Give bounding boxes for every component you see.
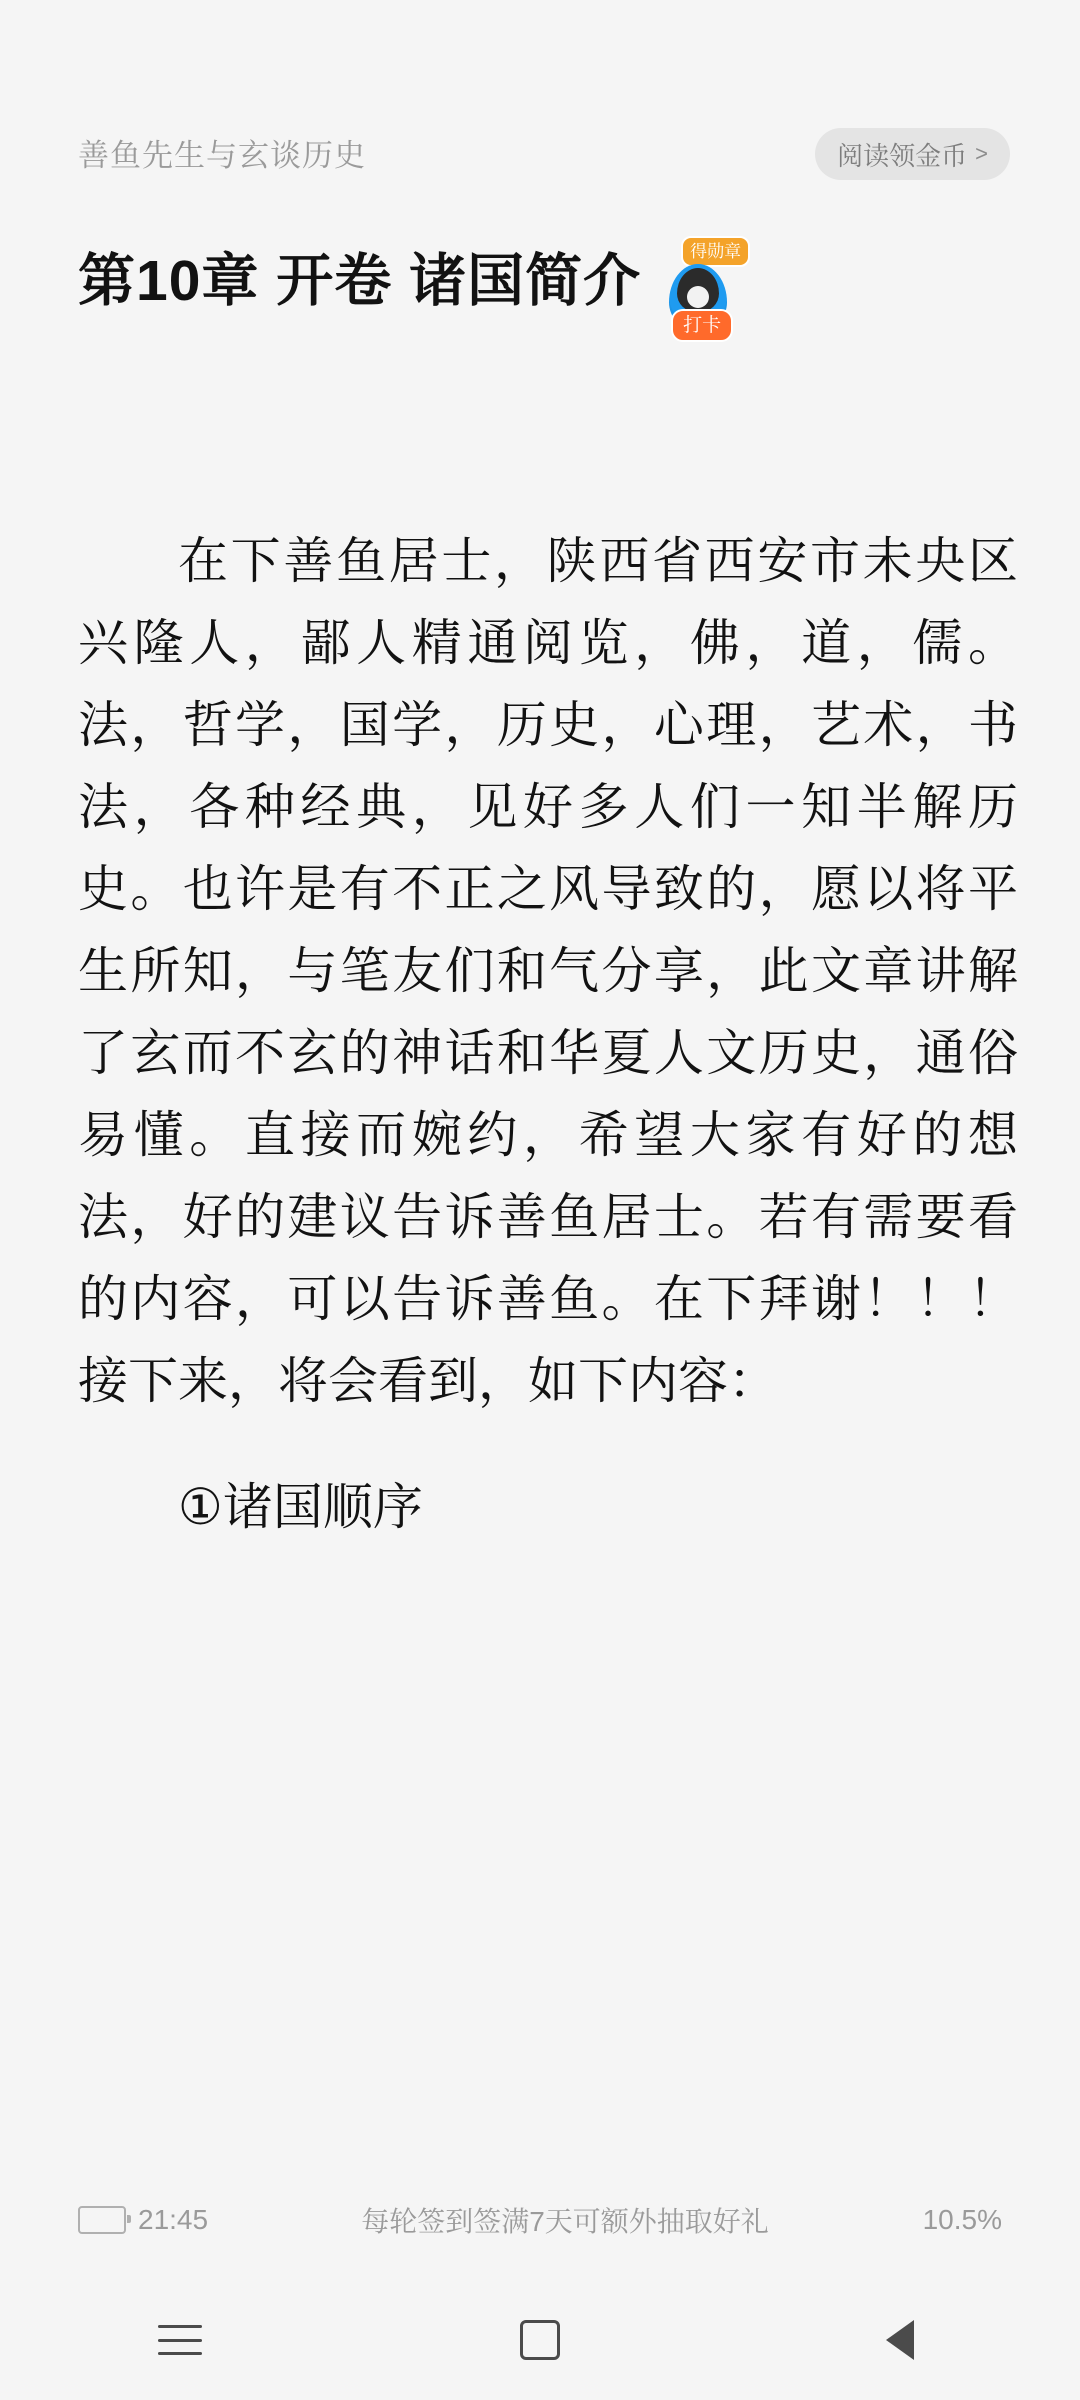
checkin-badge-group[interactable] bbox=[655, 242, 742, 340]
promo-tip[interactable]: 每轮签到签满7天可额外抽取好礼 bbox=[361, 2206, 769, 2237]
reader-footer bbox=[0, 2190, 1080, 2250]
top-bar bbox=[0, 0, 1080, 118]
menu-icon bbox=[158, 2325, 202, 2355]
paragraph: ①诸国顺序 bbox=[178, 1479, 423, 1535]
system-navigation-bar bbox=[0, 2280, 1080, 2400]
chapter-header bbox=[78, 242, 1020, 340]
paragraph: 在下善鱼居士，陕西省西安市未央区兴隆人，鄙人精通阅览，佛，道，儒。法，哲学，国学，历史，心理，艺术，书法，各种经典，见好多人们一知半解历史。也许是有不正之风导致的，愿以将平生所知，与笔友们和气分享，此文章讲解了玄而不玄的神话和华夏人文历史，通俗易懂。直接而婉约，希望大家有好的想法，好的建议告诉善鱼居士。若有需要看的内容，可以告诉善鱼。在下拜谢！！！接下来，将会看到，如下内容： bbox=[78, 533, 1018, 1409]
reading-progress: 10.5% bbox=[922, 2204, 1002, 2235]
book-title: 善鱼先生与玄谈历史 bbox=[78, 138, 366, 173]
home-button[interactable] bbox=[480, 2300, 600, 2380]
page-title: 第10章 开卷 诸国简介 bbox=[78, 249, 642, 313]
back-icon bbox=[886, 2320, 914, 2360]
read-for-coins-button[interactable] bbox=[815, 128, 1010, 180]
battery-icon bbox=[78, 2206, 126, 2234]
medal-badge-label: 得勋章 bbox=[681, 236, 750, 267]
back-button[interactable] bbox=[840, 2300, 960, 2380]
status-group bbox=[78, 2204, 308, 2236]
chevron-right-icon: > bbox=[975, 141, 988, 166]
read-for-coins-label: 阅读领金币 bbox=[837, 140, 968, 171]
clock-label: 21:45 bbox=[138, 2204, 209, 2235]
checkin-badge-label: 打卡 bbox=[671, 309, 733, 342]
home-icon bbox=[520, 2320, 560, 2360]
chapter-content bbox=[78, 520, 1018, 2140]
recents-button[interactable] bbox=[120, 2300, 240, 2380]
